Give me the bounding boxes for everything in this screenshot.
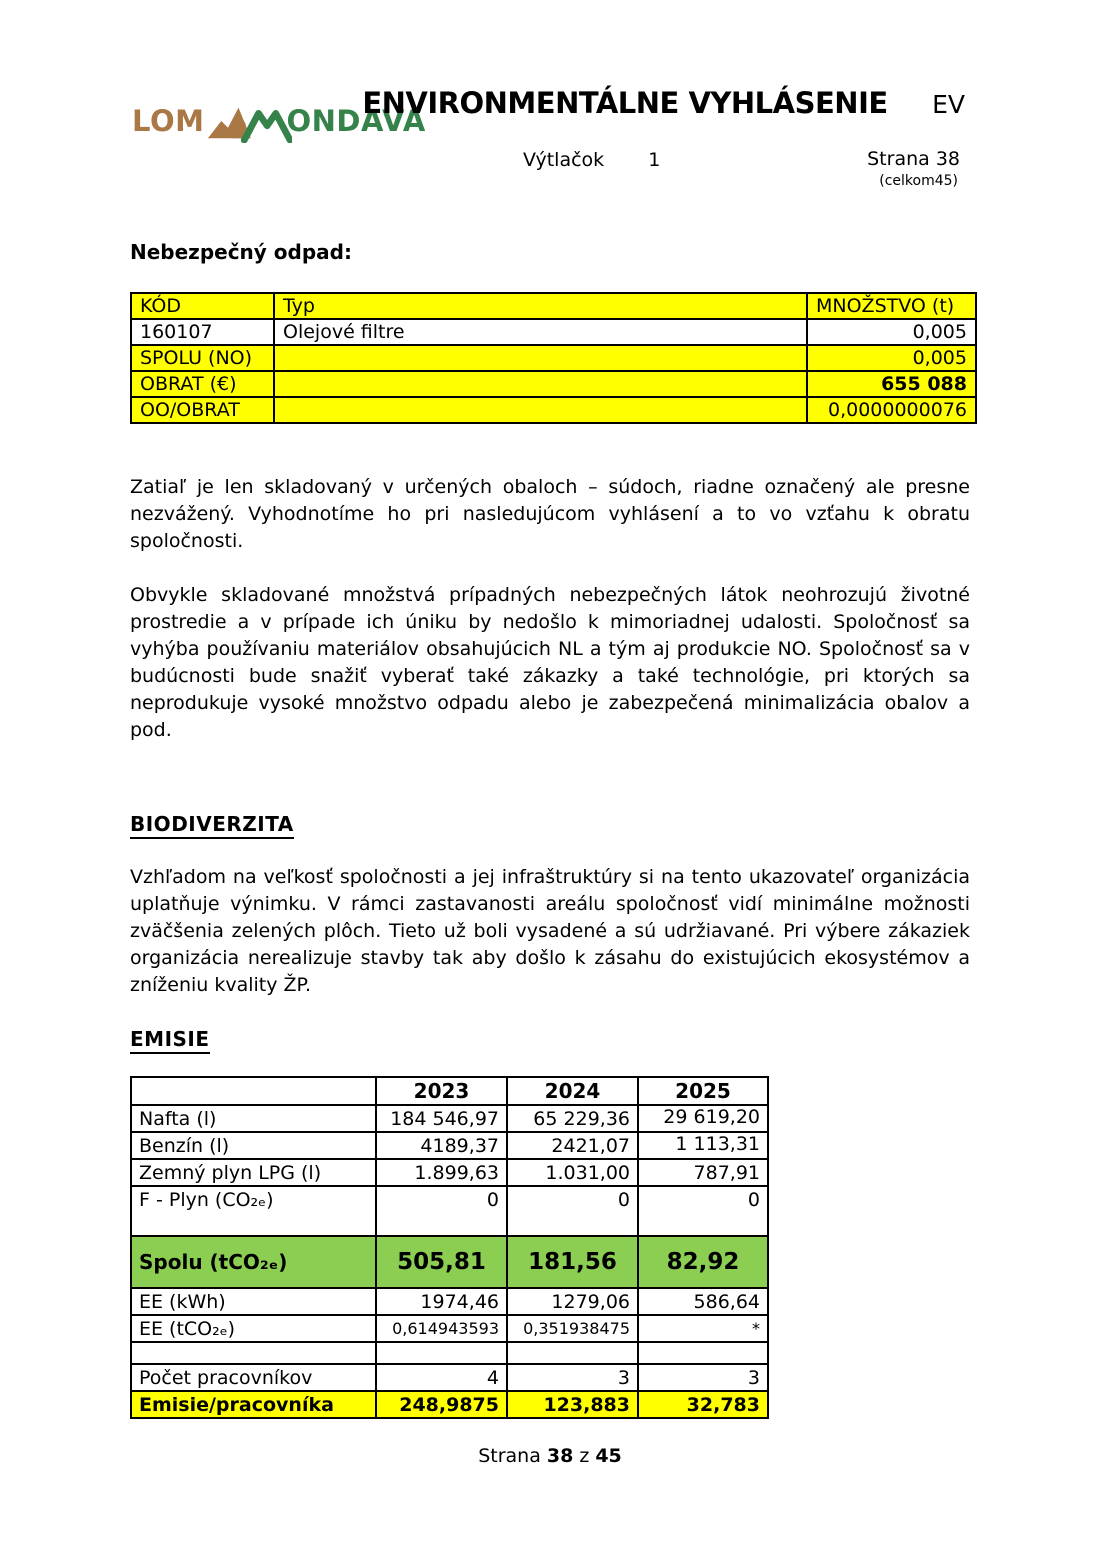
table-row-emissions-per-worker (131, 1391, 768, 1418)
footer-label: Strana (478, 1445, 541, 1467)
table-row-total (131, 1236, 768, 1288)
value-cell: 4 (376, 1364, 507, 1391)
cell-label: SPOLU (NO) (131, 345, 274, 371)
value-cell: 1279,06 (507, 1288, 638, 1315)
footer-of-label: z (579, 1445, 590, 1467)
row-label: Benzín (l) (131, 1132, 376, 1159)
value-cell: 3 (638, 1364, 768, 1391)
value-cell: 65 229,36 (507, 1105, 638, 1132)
table-row (131, 319, 976, 345)
emissions-heading: EMISIE (130, 1027, 210, 1054)
value-cell: 0 (507, 1186, 638, 1236)
cell-empty (638, 1342, 768, 1364)
cell-code: 160107 (131, 319, 274, 345)
footer-page-number: 38 (546, 1445, 574, 1467)
value-cell: * (638, 1315, 768, 1342)
table-row (131, 345, 976, 371)
table-row (131, 397, 976, 423)
value-cell: 181,56 (507, 1236, 638, 1288)
cell-empty (507, 1342, 638, 1364)
row-label: F - Plyn (CO₂ₑ) (131, 1186, 376, 1236)
header-page-number: Strana 38 (867, 148, 960, 170)
value-cell: 1.031,00 (507, 1159, 638, 1186)
table-row-benzin (131, 1132, 768, 1159)
cell-empty (376, 1342, 507, 1364)
cell-empty (131, 1342, 376, 1364)
value-cell: 2421,07 (507, 1132, 638, 1159)
row-label: Nafta (l) (131, 1105, 376, 1132)
value-cell: 1 113,31 (638, 1132, 768, 1159)
header-page-total: (celkom45) (879, 173, 958, 189)
value-cell: 248,9875 (376, 1391, 507, 1418)
value-cell: 184 546,97 (376, 1105, 507, 1132)
header-cell: KÓD (131, 293, 274, 319)
cell-amount: 0,005 (807, 319, 976, 345)
value-cell: 29 619,20 (638, 1105, 768, 1132)
cell-amount: 0,005 (807, 345, 976, 371)
print-label: Výtlačok (523, 149, 605, 171)
year-header: 2023 (376, 1077, 507, 1105)
cell-type: Olejové filtre (274, 319, 807, 345)
value-cell: 0,614943593 (376, 1315, 507, 1342)
row-label: Počet pracovníkov (131, 1364, 376, 1391)
table-row-lpg (131, 1159, 768, 1186)
cell-empty (131, 1077, 376, 1105)
print-line (523, 149, 660, 171)
table-row-nafta (131, 1105, 768, 1132)
waste-paragraph-1: Zatiaľ je len skladovaný v určených obaloch – súdoch, riadne označený ale presne nezvážený. Vyhodnotíme ho pri nasledujúcom vyhlásení a to vo vzťahu k obratu spoločnosti. (130, 476, 970, 552)
print-number: 1 (648, 149, 661, 171)
cell-empty (274, 371, 807, 397)
value-cell: 32,783 (638, 1391, 768, 1418)
header-cell: MNOŽSTVO (t) (807, 293, 976, 319)
page-footer (130, 1445, 970, 1467)
table-header-row (131, 293, 976, 319)
value-cell: 586,64 (638, 1288, 768, 1315)
document-title: ENVIRONMENTÁLNE VYHLÁSENIE (362, 86, 888, 120)
logo-text-ondava: ONDAVA (286, 104, 426, 138)
value-cell: 0 (376, 1186, 507, 1236)
table-row-ee-kwh (131, 1288, 768, 1315)
logo-text-lom: LOM (132, 104, 205, 138)
table-row-fplyn (131, 1186, 768, 1236)
table-row-workers (131, 1364, 768, 1391)
value-cell: 505,81 (376, 1236, 507, 1288)
cell-empty (274, 345, 807, 371)
row-label: Zemný plyn LPG (l) (131, 1159, 376, 1186)
value-cell: 787,91 (638, 1159, 768, 1186)
table-row-ee-tco2e (131, 1315, 768, 1342)
cell-empty (274, 397, 807, 423)
cell-amount: 655 088 (807, 371, 976, 397)
emissions-table (130, 1076, 769, 1419)
value-cell: 0 (638, 1186, 768, 1236)
document-code: EV (932, 90, 965, 119)
value-cell: 1974,46 (376, 1288, 507, 1315)
year-header: 2024 (507, 1077, 638, 1105)
table-row (131, 371, 976, 397)
hazardous-waste-heading: Nebezpečný odpad: (130, 240, 352, 264)
biodiversity-heading: BIODIVERZITA (130, 812, 294, 839)
value-cell: 82,92 (638, 1236, 768, 1288)
row-label: Emisie/pracovníka (131, 1391, 376, 1418)
row-label: EE (kWh) (131, 1288, 376, 1315)
row-label: EE (tCO₂ₑ) (131, 1315, 376, 1342)
footer-page-total: 45 (595, 1445, 622, 1467)
header-cell: Typ (274, 293, 807, 319)
row-label: Spolu (tCO₂ₑ) (131, 1236, 376, 1288)
cell-amount: 0,0000000076 (807, 397, 976, 423)
cell-label: OBRAT (€) (131, 371, 274, 397)
cell-label: OO/OBRAT (131, 397, 274, 423)
value-cell: 1.899,63 (376, 1159, 507, 1186)
value-cell: 0,351938475 (507, 1315, 638, 1342)
value-cell: 3 (507, 1364, 638, 1391)
year-header: 2025 (638, 1077, 768, 1105)
table-header-row (131, 1077, 768, 1105)
value-cell: 4189,37 (376, 1132, 507, 1159)
hazardous-waste-table (130, 292, 977, 424)
value-cell: 123,883 (507, 1391, 638, 1418)
content (130, 240, 970, 1467)
waste-paragraph-2: Obvykle skladované množstvá prípadných nebezpečných látok neohrozujú životné prostredie a v prípade ich úniku by nedošlo k mimoriadnej udalosti. Spoločnosť sa vyhýba používaniu materiálov obsahujúcich NL a tým aj produkcie NO. Spoločnosť sa v budúcnosti bude snažiť vyberať také zákazky a také technológie, pri ktorých sa neprodukuje vysoké množstvo odpadu alebo je zabezpečená minimalizácia obalov a pod. (130, 584, 970, 741)
biodiversity-paragraph: Vzhľadom na veľkosť spoločnosti a jej infraštruktúry si na tento ukazovateľ organizácia uplatňuje výnimku. V rámci zastavanosti areálu spoločnosť vidí minimálne možnosti zväčšenia zelených plôch. Tieto už boli vysadené a sú udržiavané. Pri výbere zákaziek organizácia nerealizuje stavby tak aby došlo k zásahu do existujúcich ekosystémov a zníženiu kvality ŽP. (130, 866, 970, 996)
spacer-row (131, 1342, 768, 1364)
